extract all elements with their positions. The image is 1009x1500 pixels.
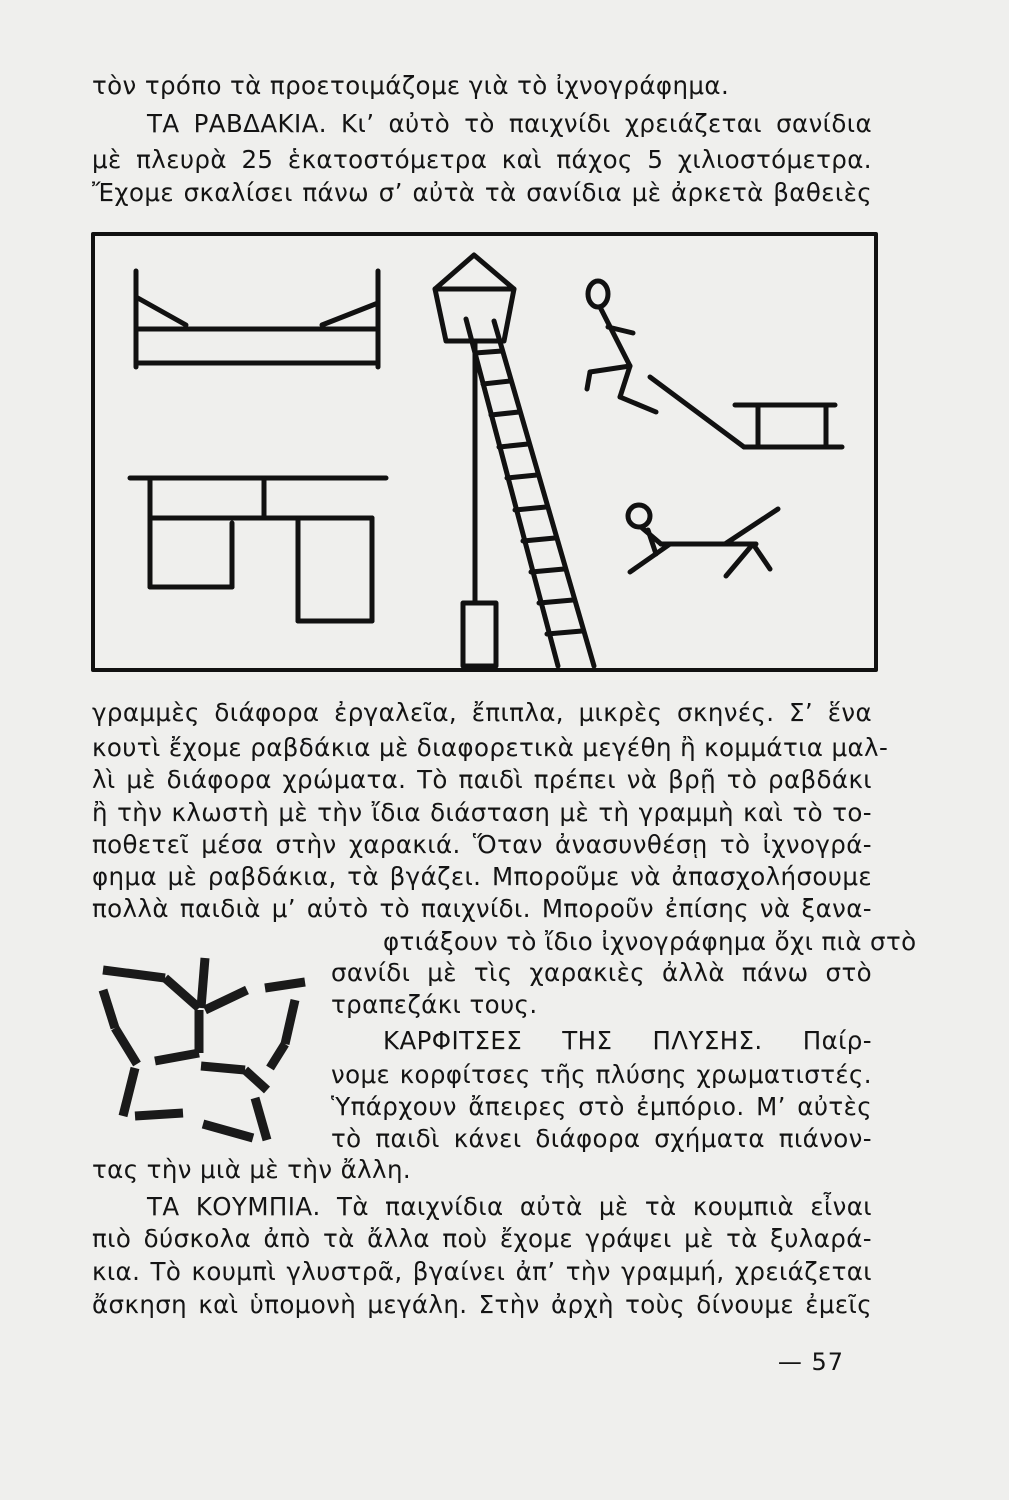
- clothespin: [203, 1124, 253, 1138]
- ladder-drawing: [466, 319, 594, 666]
- desk-drawing: [130, 478, 386, 621]
- clothespin: [270, 1044, 285, 1068]
- clothespin: [201, 958, 205, 1008]
- text-line: λὶ μὲ διάφορα χρώματα. Τὸ παιδὶ πρέπει νὰ βρῇ τὸ ραβδάκι: [92, 765, 872, 794]
- clothespin: [103, 970, 165, 978]
- clothespin: [165, 978, 199, 1008]
- text-line: Ὑπάρχουν ἄπειρες στὸ ἐμπόριο. Μ’ αὐτὲς: [331, 1092, 872, 1121]
- sled-figure-drawing: [587, 281, 842, 447]
- text-line: ποθετεῖ μέσα στὴν χαρακιά. Ὅταν ἀνασυνθέσῃ τὸ ἰχνογρά-: [92, 830, 872, 859]
- text-line: σανίδι μὲ τὶς χαρακιὲς ἀλλὰ πάνω στὸ: [331, 958, 872, 987]
- drawings-illustration: [90, 229, 878, 674]
- text-line: τὸ παιδὶ κάνει διάφορα σχήματα πιάνον-: [331, 1124, 872, 1153]
- bed-drawing: [136, 271, 378, 367]
- clothespin: [155, 1053, 199, 1061]
- clothespin: [135, 1113, 183, 1116]
- text-line: ΚΑΡΦΙΤΣΕΣ ΤΗΣ ΠΛΥΣΗΣ. Παίρ-: [383, 1026, 872, 1055]
- text-line: ἢ τὴν κλωστὴ μὲ τὴν ἴδια διάσταση μὲ τὴ γραμμὴ καὶ τὸ το-: [92, 798, 872, 827]
- clothespin: [245, 1070, 267, 1090]
- clothespin: [201, 1066, 245, 1070]
- clothespin: [255, 1098, 267, 1140]
- text-line: φημα μὲ ραβδάκια, τὰ βγάζει. Μποροῦμε νὰ ἀπασχολήσουμε: [92, 862, 872, 891]
- clothespin: [103, 990, 115, 1028]
- text-line: πολλὰ παιδιὰ μ’ αὐτὸ τὸ παιχνίδι. Μποροῦν ἐπίσης νὰ ξανα-: [92, 894, 872, 923]
- text-line: τὸν τρόπο τὰ προετοιμάζομε γιὰ τὸ ἰχνογράφημα.: [92, 71, 730, 100]
- clothespin: [205, 990, 247, 1010]
- page-number: — 57: [777, 1348, 844, 1376]
- clothespin: [115, 1028, 137, 1064]
- clothespin: [265, 982, 305, 988]
- text-line: ΤΑ ΚΟΥΜΠΙΑ. Τὰ παιχνίδια αὐτὰ μὲ τὰ κουμπιὰ εἶναι: [147, 1192, 872, 1221]
- text-line: ΤΑ ΡΑΒΔΑΚΙΑ. Κι’ αὐτὸ τὸ παιχνίδι χρειάζεται σανίδια: [147, 109, 872, 138]
- text-line: φτιάξουν τὸ ἴδιο ἰχνογράφημα ὄχι πιὰ στὸ: [383, 927, 917, 956]
- seated-figure-drawing: [628, 505, 778, 576]
- text-line: κουτὶ ἔχομε ραβδάκια μὲ διαφορετικὰ μεγέθη ἢ κομμάτια μαλ-: [92, 733, 889, 762]
- text-line: τας τὴν μιὰ μὲ τὴν ἄλλη.: [92, 1155, 412, 1184]
- text-line: Ἔχομε σκαλίσει πάνω σ’ αὐτὰ τὰ σανίδια μὲ ἀρκετὰ βαθειὲς: [92, 178, 872, 207]
- text-line: τραπεζάκι τους.: [331, 990, 538, 1019]
- text-line: πιὸ δύσκολα ἀπὸ τὰ ἄλλα ποὺ ἔχομε γράψει μὲ τὰ ξυλαρά-: [92, 1224, 872, 1253]
- text-line: κια. Τὸ κουμπὶ γλυστρᾶ, βγαίνει ἀπ’ τὴν γραμμή, χρειάζεται: [92, 1257, 872, 1286]
- text-line: μὲ πλευρὰ 25 ἑκατοστόμετρα καὶ πάχος 5 χιλιοστόμετρα.: [92, 145, 872, 174]
- text-line: νομε κορφίτσες τῆς πλύσης χρωματιστές.: [331, 1060, 872, 1089]
- clothespins-illustration: [95, 948, 320, 1148]
- text-line: ἄσκηση καὶ ὑπομονὴ μεγάλη. Στὴν ἀρχὴ τοὺς δίνουμε ἐμεῖς: [92, 1290, 872, 1319]
- clothespin: [123, 1068, 135, 1116]
- text-line: γραμμὲς διάφορα ἐργαλεῖα, ἔπιπλα, μικρὲς σκηνές. Σ’ ἕνα: [92, 698, 872, 727]
- clothespin: [285, 1000, 295, 1044]
